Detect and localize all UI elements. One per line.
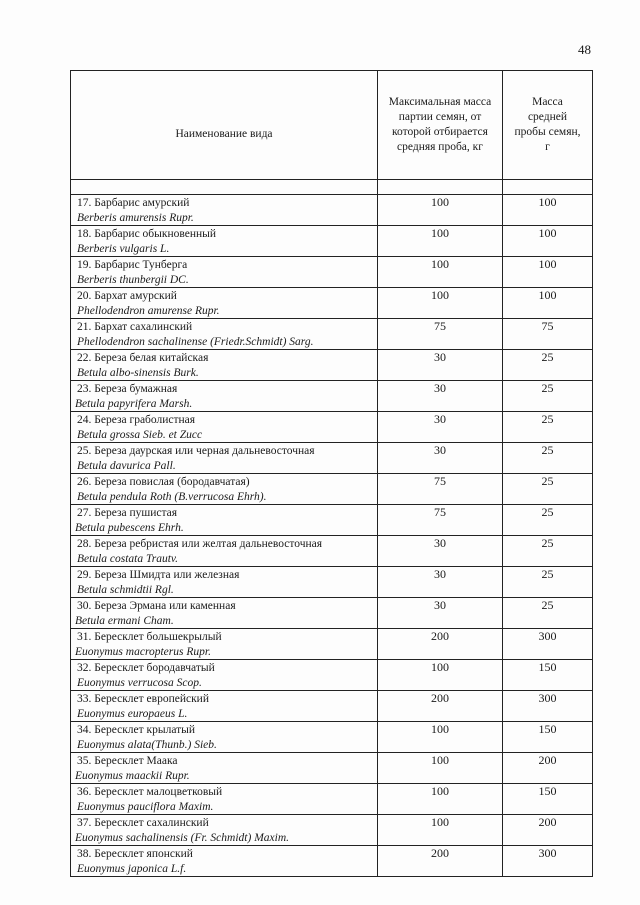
species-name: 24. Береза граболистная xyxy=(77,414,196,426)
species-name: 38. Бересклет японский xyxy=(77,848,193,860)
max-mass-cell: 100 xyxy=(378,753,503,784)
max-mass-cell: 75 xyxy=(378,474,503,505)
table-row xyxy=(71,474,593,505)
species-latin-name: Euonymus japonica L.f. xyxy=(77,863,187,875)
sample-mass-cell: 150 xyxy=(503,784,593,815)
species-name: 28. Береза ребристая или желтая дальневосточная xyxy=(77,538,323,550)
table-row xyxy=(71,722,593,753)
max-mass-cell: 100 xyxy=(378,784,503,815)
species-name: 21. Бархат сахалинский xyxy=(77,321,193,333)
species-name: 35. Бересклет Маака xyxy=(77,755,178,767)
table-row xyxy=(71,629,593,660)
species-latin-name: Betula pubescens Ehrh. xyxy=(75,522,184,534)
species-cell xyxy=(71,598,378,629)
species-name: 25. Береза даурская или черная дальневосточная xyxy=(77,445,315,457)
species-cell xyxy=(71,257,378,288)
species-name: 33. Бересклет европейский xyxy=(77,693,209,705)
max-mass-cell: 30 xyxy=(378,350,503,381)
table-row xyxy=(71,195,593,226)
table-row xyxy=(71,226,593,257)
sample-mass-cell: 25 xyxy=(503,505,593,536)
sample-mass-cell: 25 xyxy=(503,412,593,443)
header-sample-mass: Масса средней пробы семян, г xyxy=(503,71,593,180)
max-mass-cell: 30 xyxy=(378,412,503,443)
header-max-mass: Максимальная масса партии семян, от которой отбирается средняя проба, кг xyxy=(378,71,503,180)
species-latin-name: Betula pendula Roth (B.verrucosa Ehrh). xyxy=(77,491,267,503)
species-cell xyxy=(71,660,378,691)
species-table xyxy=(70,70,593,877)
species-name: 17. Барбарис амурский xyxy=(77,197,190,209)
species-latin-name: Euonymus pauciflora Maxim. xyxy=(77,801,214,813)
species-name: 22. Береза белая китайская xyxy=(77,352,209,364)
header-spacer-row xyxy=(71,180,593,195)
species-name: 32. Бересклет бородавчатый xyxy=(77,662,215,674)
max-mass-cell: 200 xyxy=(378,629,503,660)
max-mass-cell: 30 xyxy=(378,381,503,412)
species-latin-name: Phellodendron amurense Rupr. xyxy=(77,305,220,317)
species-name: 20. Бархат амурский xyxy=(77,290,177,302)
species-latin-name: Berberis vulgaris L. xyxy=(77,243,170,255)
max-mass-cell: 200 xyxy=(378,691,503,722)
sample-mass-cell: 25 xyxy=(503,536,593,567)
species-latin-name: Betula albo-sinensis Burk. xyxy=(77,367,199,379)
species-latin-name: Euonymus sachalinensis (Fr. Schmidt) Maxim. xyxy=(75,832,289,844)
species-cell xyxy=(71,381,378,412)
species-latin-name: Euonymus verrucosa Scop. xyxy=(77,677,202,689)
sample-mass-cell: 25 xyxy=(503,598,593,629)
species-cell xyxy=(71,319,378,350)
sample-mass-cell: 100 xyxy=(503,288,593,319)
sample-mass-cell: 200 xyxy=(503,753,593,784)
table-row xyxy=(71,381,593,412)
page-number: 48 xyxy=(578,42,591,57)
max-mass-cell: 30 xyxy=(378,443,503,474)
sample-mass-cell: 75 xyxy=(503,319,593,350)
species-cell xyxy=(71,629,378,660)
max-mass-cell: 75 xyxy=(378,505,503,536)
sample-mass-cell: 300 xyxy=(503,629,593,660)
sample-mass-cell: 300 xyxy=(503,691,593,722)
table-row xyxy=(71,350,593,381)
species-cell xyxy=(71,691,378,722)
species-name: 26. Береза повислая (бородавчатая) xyxy=(77,476,250,488)
species-cell xyxy=(71,505,378,536)
sample-mass-cell: 25 xyxy=(503,350,593,381)
species-cell xyxy=(71,350,378,381)
table-body xyxy=(71,195,593,877)
species-cell xyxy=(71,443,378,474)
species-latin-name: Betula ermani Cham. xyxy=(75,615,174,627)
species-latin-name: Euonymus macropterus Rupr. xyxy=(75,646,211,658)
table-row xyxy=(71,598,593,629)
species-latin-name: Phellodendron sachalinense (Friedr.Schmidt) Sarg. xyxy=(77,336,314,348)
species-latin-name: Betula grossa Sieb. et Zucc xyxy=(77,429,203,441)
table-row xyxy=(71,505,593,536)
species-name: 36. Бересклет малоцветковый xyxy=(77,786,223,798)
header-name: Наименование вида xyxy=(71,71,378,180)
sample-mass-cell: 150 xyxy=(503,722,593,753)
species-latin-name: Berberis thunbergii DC. xyxy=(77,274,189,286)
species-cell xyxy=(71,722,378,753)
table-row xyxy=(71,691,593,722)
table-row xyxy=(71,660,593,691)
max-mass-cell: 100 xyxy=(378,815,503,846)
species-cell xyxy=(71,815,378,846)
table-row xyxy=(71,319,593,350)
species-latin-name: Betula davurica Pall. xyxy=(77,460,176,472)
species-latin-name: Euonymus europaeus L. xyxy=(77,708,188,720)
table-row xyxy=(71,443,593,474)
max-mass-cell: 100 xyxy=(378,257,503,288)
species-name: 19. Барбарис Тунберга xyxy=(77,259,188,271)
species-cell xyxy=(71,288,378,319)
species-cell xyxy=(71,567,378,598)
sample-mass-cell: 200 xyxy=(503,815,593,846)
table-row xyxy=(71,567,593,598)
table-row xyxy=(71,536,593,567)
species-name: 29. Береза Шмидта или железная xyxy=(77,569,240,581)
table-row xyxy=(71,288,593,319)
species-name: 23. Береза бумажная xyxy=(77,383,178,395)
sample-mass-cell: 25 xyxy=(503,381,593,412)
max-mass-cell: 200 xyxy=(378,846,503,877)
species-latin-name: Berberis amurensis Rupr. xyxy=(77,212,194,224)
max-mass-cell: 100 xyxy=(378,195,503,226)
sample-mass-cell: 300 xyxy=(503,846,593,877)
species-latin-name: Betula schmidtii Rgl. xyxy=(77,584,174,596)
table-row xyxy=(71,412,593,443)
species-name: 18. Барбарис обыкновенный xyxy=(77,228,217,240)
max-mass-cell: 30 xyxy=(378,536,503,567)
species-cell xyxy=(71,784,378,815)
species-latin-name: Betula costata Trautv. xyxy=(77,553,179,565)
species-latin-name: Euonymus alata(Thunb.) Sieb. xyxy=(77,739,217,751)
table-header-row xyxy=(71,71,593,180)
species-latin-name: Euonymus maackii Rupr. xyxy=(75,770,190,782)
species-name: 30. Береза Эрмана или каменная xyxy=(77,600,236,612)
species-cell xyxy=(71,753,378,784)
species-cell xyxy=(71,474,378,505)
table-row xyxy=(71,257,593,288)
table-row xyxy=(71,753,593,784)
sample-mass-cell: 100 xyxy=(503,195,593,226)
sample-mass-cell: 25 xyxy=(503,443,593,474)
species-name: 37. Бересклет сахалинский xyxy=(77,817,209,829)
max-mass-cell: 100 xyxy=(378,288,503,319)
table-row xyxy=(71,784,593,815)
sample-mass-cell: 25 xyxy=(503,474,593,505)
max-mass-cell: 100 xyxy=(378,722,503,753)
max-mass-cell: 100 xyxy=(378,226,503,257)
sample-mass-cell: 100 xyxy=(503,257,593,288)
sample-mass-cell: 100 xyxy=(503,226,593,257)
species-latin-name: Betula papyrifera Marsh. xyxy=(75,398,193,410)
species-name: 34. Бересклет крылатый xyxy=(77,724,196,736)
species-name: 27. Береза пушистая xyxy=(77,507,178,519)
table-row xyxy=(71,815,593,846)
max-mass-cell: 100 xyxy=(378,660,503,691)
sample-mass-cell: 25 xyxy=(503,567,593,598)
species-cell xyxy=(71,536,378,567)
species-cell xyxy=(71,226,378,257)
max-mass-cell: 75 xyxy=(378,319,503,350)
sample-mass-cell: 150 xyxy=(503,660,593,691)
max-mass-cell: 30 xyxy=(378,598,503,629)
species-name: 31. Бересклет большекрылый xyxy=(77,631,222,643)
species-cell xyxy=(71,846,378,877)
max-mass-cell: 30 xyxy=(378,567,503,598)
species-cell xyxy=(71,412,378,443)
table-row xyxy=(71,846,593,877)
species-cell xyxy=(71,195,378,226)
